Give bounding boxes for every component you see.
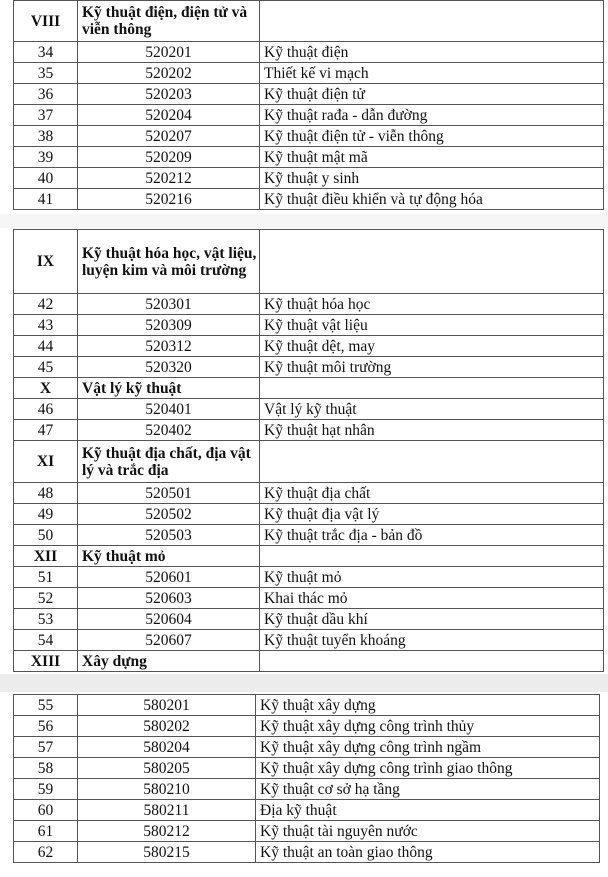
row-name: Kỹ thuật mật mã <box>260 147 604 168</box>
row-name: Kỹ thuật xây dựng <box>256 695 600 716</box>
row-name: Kỹ thuật xây dựng công trình ngầm <box>256 737 600 758</box>
row-code: 520202 <box>78 63 260 84</box>
row-name: Vật lý kỹ thuật <box>260 399 604 420</box>
row-code: 520209 <box>78 147 260 168</box>
row-name: Kỹ thuật trắc địa - bản đồ <box>260 525 604 546</box>
table-row <box>14 630 604 651</box>
table-row <box>14 567 604 588</box>
group-row <box>14 651 604 672</box>
screenshot-seam <box>0 674 608 692</box>
row-code: 580201 <box>78 695 256 716</box>
row-name: Kỹ thuật hạt nhân <box>260 420 604 441</box>
row-code: 580211 <box>78 800 256 821</box>
row-code: 580215 <box>78 842 256 863</box>
table-row <box>14 105 604 126</box>
group-row <box>14 546 604 567</box>
row-code: 520503 <box>78 525 260 546</box>
row-code: 520401 <box>78 399 260 420</box>
table-row <box>14 336 604 357</box>
group-empty-cell <box>260 378 604 399</box>
table-row <box>14 420 604 441</box>
row-name: Kỹ thuật điện <box>260 42 604 63</box>
row-stt: 38 <box>14 126 78 147</box>
row-stt: 62 <box>14 842 78 863</box>
table-row <box>14 189 604 210</box>
table-row <box>14 294 604 315</box>
group-empty-cell <box>260 651 604 672</box>
table-row <box>14 821 600 842</box>
row-stt: 61 <box>14 821 78 842</box>
group-code: XIII <box>14 651 78 672</box>
table-row <box>14 483 604 504</box>
row-code: 580204 <box>78 737 256 758</box>
majors-table-fragment-2 <box>13 229 604 672</box>
group-name: Kỹ thuật địa chất, địa vật lý và trắc địa <box>78 441 260 483</box>
row-code: 580212 <box>78 821 256 842</box>
row-name: Kỹ thuật hóa học <box>260 294 604 315</box>
group-empty-cell <box>260 230 604 294</box>
row-stt: 39 <box>14 147 78 168</box>
group-code: XI <box>14 441 78 483</box>
table-row <box>14 842 600 863</box>
row-code: 520212 <box>78 168 260 189</box>
table-row <box>14 315 604 336</box>
row-name: Kỹ thuật vật liệu <box>260 315 604 336</box>
row-stt: 43 <box>14 315 78 336</box>
group-code: XII <box>14 546 78 567</box>
row-name: Kỹ thuật điện tử <box>260 84 604 105</box>
table-row <box>14 609 604 630</box>
table-row <box>14 84 604 105</box>
row-name: Kỹ thuật địa chất <box>260 483 604 504</box>
row-name: Địa kỹ thuật <box>256 800 600 821</box>
row-stt: 57 <box>14 737 78 758</box>
row-stt: 59 <box>14 779 78 800</box>
group-row <box>14 441 604 483</box>
row-stt: 49 <box>14 504 78 525</box>
table-row <box>14 42 604 63</box>
screenshot-seam <box>0 214 608 228</box>
group-empty-cell <box>260 546 604 567</box>
row-code: 520312 <box>78 336 260 357</box>
table-row <box>14 779 600 800</box>
table-row <box>14 758 600 779</box>
row-name: Kỹ thuật xây dựng công trình giao thông <box>256 758 600 779</box>
majors-table-fragment-3 <box>13 694 600 863</box>
row-name: Kỹ thuật xây dựng công trình thủy <box>256 716 600 737</box>
row-stt: 34 <box>14 42 78 63</box>
row-stt: 41 <box>14 189 78 210</box>
row-stt: 35 <box>14 63 78 84</box>
row-code: 520402 <box>78 420 260 441</box>
row-code: 520204 <box>78 105 260 126</box>
table-row <box>14 168 604 189</box>
row-code: 520604 <box>78 609 260 630</box>
row-name: Kỹ thuật dệt, may <box>260 336 604 357</box>
row-stt: 55 <box>14 695 78 716</box>
row-name: Kỹ thuật mỏ <box>260 567 604 588</box>
table-row <box>14 737 600 758</box>
group-code: X <box>14 378 78 399</box>
row-name: Kỹ thuật điện tử - viễn thông <box>260 126 604 147</box>
row-name: Kỹ thuật tài nguyên nước <box>256 821 600 842</box>
row-stt: 50 <box>14 525 78 546</box>
row-name: Kỹ thuật rađa - dẫn đường <box>260 105 604 126</box>
table-row <box>14 399 604 420</box>
row-stt: 42 <box>14 294 78 315</box>
table-row <box>14 504 604 525</box>
row-name: Kỹ thuật điều khiển và tự động hóa <box>260 189 604 210</box>
row-stt: 36 <box>14 84 78 105</box>
table-row <box>14 357 604 378</box>
row-code: 520216 <box>78 189 260 210</box>
group-name: Kỹ thuật hóa học, vật liệu, luyện kim và môi trường <box>78 230 260 294</box>
row-stt: 44 <box>14 336 78 357</box>
row-code: 520207 <box>78 126 260 147</box>
row-stt: 53 <box>14 609 78 630</box>
table-row <box>14 147 604 168</box>
row-stt: 51 <box>14 567 78 588</box>
table-row <box>14 695 600 716</box>
table-row <box>14 588 604 609</box>
row-code: 580202 <box>78 716 256 737</box>
row-code: 580205 <box>78 758 256 779</box>
row-name: Kỹ thuật an toàn giao thông <box>256 842 600 863</box>
row-name: Kỹ thuật tuyển khoáng <box>260 630 604 651</box>
row-stt: 40 <box>14 168 78 189</box>
row-stt: 52 <box>14 588 78 609</box>
group-code: IX <box>14 230 78 294</box>
row-code: 520603 <box>78 588 260 609</box>
row-name: Kỹ thuật môi trường <box>260 357 604 378</box>
row-stt: 58 <box>14 758 78 779</box>
row-stt: 56 <box>14 716 78 737</box>
group-name: Kỹ thuật điện, điện tử và viễn thông <box>78 1 260 42</box>
row-name: Thiết kế vi mạch <box>260 63 604 84</box>
row-code: 520201 <box>78 42 260 63</box>
row-stt: 48 <box>14 483 78 504</box>
table-row <box>14 716 600 737</box>
row-code: 580210 <box>78 779 256 800</box>
group-name: Kỹ thuật mỏ <box>78 546 260 567</box>
row-stt: 54 <box>14 630 78 651</box>
group-empty-cell <box>260 441 604 483</box>
row-code: 520601 <box>78 567 260 588</box>
group-name: Vật lý kỹ thuật <box>78 378 260 399</box>
row-stt: 45 <box>14 357 78 378</box>
row-name: Kỹ thuật y sinh <box>260 168 604 189</box>
row-name: Kỹ thuật cơ sở hạ tầng <box>256 779 600 800</box>
group-row <box>14 230 604 294</box>
row-stt: 60 <box>14 800 78 821</box>
group-empty-cell <box>260 1 604 42</box>
table-row <box>14 525 604 546</box>
row-stt: 37 <box>14 105 78 126</box>
table-row <box>14 63 604 84</box>
row-stt: 46 <box>14 399 78 420</box>
row-code: 520501 <box>78 483 260 504</box>
table-row <box>14 800 600 821</box>
group-row <box>14 1 604 42</box>
row-name: Kỹ thuật dầu khí <box>260 609 604 630</box>
row-stt: 47 <box>14 420 78 441</box>
row-code: 520502 <box>78 504 260 525</box>
row-code: 520203 <box>78 84 260 105</box>
group-row <box>14 378 604 399</box>
group-name: Xây dựng <box>78 651 260 672</box>
group-code: VIII <box>14 1 78 42</box>
row-name: Khai thác mỏ <box>260 588 604 609</box>
row-name: Kỹ thuật địa vật lý <box>260 504 604 525</box>
row-code: 520320 <box>78 357 260 378</box>
majors-table-fragment-1 <box>13 0 604 210</box>
table-row <box>14 126 604 147</box>
row-code: 520301 <box>78 294 260 315</box>
row-code: 520607 <box>78 630 260 651</box>
row-code: 520309 <box>78 315 260 336</box>
